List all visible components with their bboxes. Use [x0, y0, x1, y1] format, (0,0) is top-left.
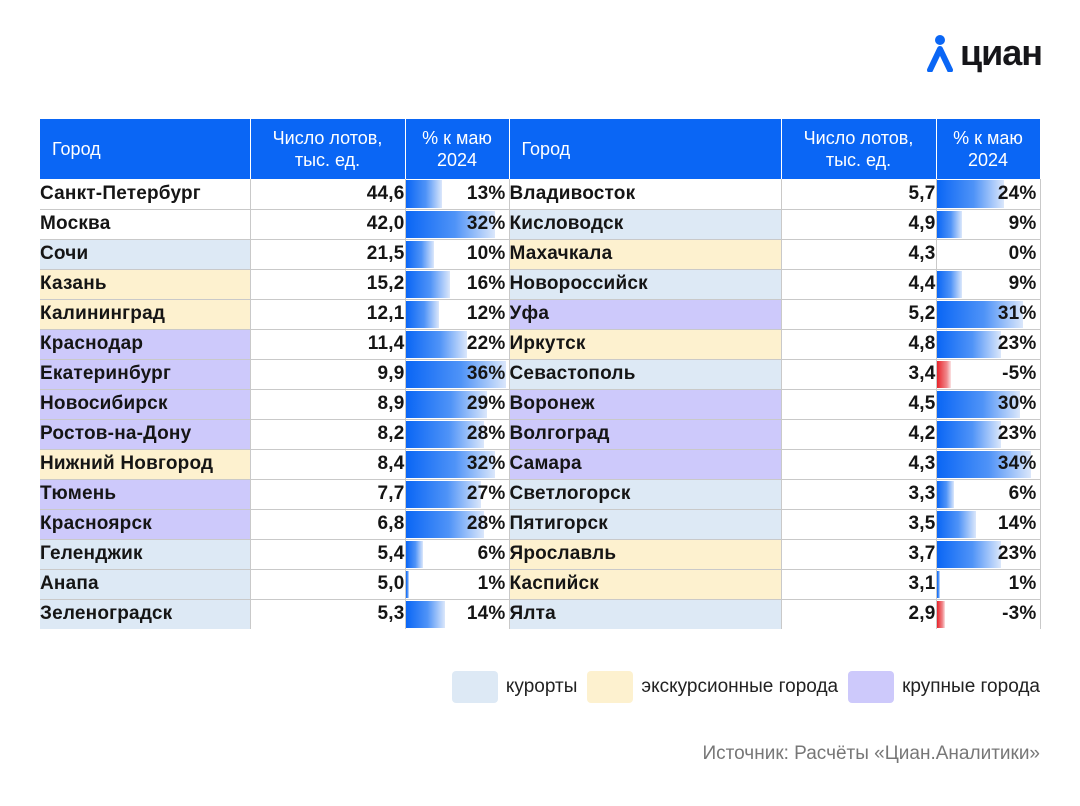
city-cell-right: Самара: [509, 449, 781, 479]
city-cell-right: Владивосток: [509, 179, 781, 209]
table-row: [40, 359, 1040, 389]
table-row: [40, 209, 1040, 239]
pct-label-right: 1%: [1008, 573, 1037, 594]
lots-cell-left: 5,4: [250, 539, 405, 569]
city-cell-left: Геленджик: [40, 539, 250, 569]
city-cell-right: Кисловодск: [509, 209, 781, 239]
city-cell-right: Светлогорск: [509, 479, 781, 509]
lots-cell-right: 4,8: [781, 329, 936, 359]
city-cell-right: Иркутск: [509, 329, 781, 359]
pct-label-right: 23%: [997, 543, 1037, 564]
pct-cell-left: [405, 569, 509, 599]
pct-cell-right: [936, 449, 1040, 479]
lots-cell-left: 5,3: [250, 599, 405, 629]
pct-label-left: 10%: [466, 243, 506, 264]
table-row: [40, 539, 1040, 569]
pct-cell-right: [936, 179, 1040, 209]
city-cell-right: Волгоград: [509, 419, 781, 449]
city-cell-left: Тюмень: [40, 479, 250, 509]
pct-label-right: 31%: [997, 303, 1037, 324]
pct-cell-left: [405, 479, 509, 509]
pct-label-left: 27%: [466, 483, 506, 504]
lots-cell-left: 44,6: [250, 179, 405, 209]
city-cell-left: Ростов-на-Дону: [40, 419, 250, 449]
pct-label-right: -3%: [1002, 603, 1037, 625]
table-body: [40, 179, 1040, 629]
lots-cell-right: 5,2: [781, 299, 936, 329]
legend-swatch-excursion: [587, 671, 633, 703]
lots-cell-right: 4,5: [781, 389, 936, 419]
pct-label-left: 14%: [466, 603, 506, 625]
lots-cell-left: 5,0: [250, 569, 405, 599]
legend: [442, 670, 1040, 704]
pct-cell-left: [405, 269, 509, 299]
city-cell-right: Махачкала: [509, 239, 781, 269]
pct-cell-right: [936, 269, 1040, 299]
source-note: Источник: Расчёты «Циан.Аналитики»: [702, 743, 1040, 764]
pct-cell-left: [405, 389, 509, 419]
lots-cell-left: 42,0: [250, 209, 405, 239]
city-cell-right: Воронеж: [509, 389, 781, 419]
city-cell-left: Санкт-Петербург: [40, 179, 250, 209]
logo-text: циан: [960, 32, 1043, 73]
lots-cell-left: 6,8: [250, 509, 405, 539]
city-cell-left: Красноярск: [40, 509, 250, 539]
pct-cell-left: [405, 209, 509, 239]
table-row: [40, 569, 1040, 599]
city-cell-left: Новосибирск: [40, 389, 250, 419]
pct-cell-right: [936, 299, 1040, 329]
city-cell-left: Казань: [40, 269, 250, 299]
legend-item-resort: [452, 671, 577, 703]
pct-cell-right: [936, 599, 1040, 629]
pct-label-right: 23%: [997, 423, 1037, 444]
legend-swatch-resort: [452, 671, 498, 703]
header-city-right: Город: [509, 119, 781, 179]
cian-logo: [924, 30, 1044, 76]
header-pct-left: % к маю 2024: [405, 119, 509, 179]
city-cell-right: Севастополь: [509, 359, 781, 389]
lots-cell-left: 15,2: [250, 269, 405, 299]
table-row: [40, 599, 1040, 629]
pct-label-left: 28%: [466, 513, 506, 534]
pct-cell-right: [936, 329, 1040, 359]
pct-cell-right: [936, 479, 1040, 509]
pct-cell-right: [936, 359, 1040, 389]
pct-label-right: 34%: [997, 453, 1037, 474]
city-cell-left: Краснодар: [40, 329, 250, 359]
pct-cell-left: [405, 509, 509, 539]
lots-cell-right: 4,9: [781, 209, 936, 239]
lots-cell-right: 4,2: [781, 419, 936, 449]
table-row: [40, 269, 1040, 299]
city-cell-right: Новороссийск: [509, 269, 781, 299]
city-cell-left: Зеленоградск: [40, 599, 250, 629]
pct-label-left: 12%: [466, 303, 506, 324]
lots-cell-right: 2,9: [781, 599, 936, 629]
table-header-row: [40, 119, 1040, 179]
lots-cell-left: 21,5: [250, 239, 405, 269]
pct-label-left: 28%: [466, 423, 506, 444]
pct-cell-right: [936, 389, 1040, 419]
city-cell-left: Москва: [40, 209, 250, 239]
legend-label-major: крупные города: [902, 676, 1040, 697]
city-cell-left: Сочи: [40, 239, 250, 269]
city-cell-right: Пятигорск: [509, 509, 781, 539]
table-row: [40, 419, 1040, 449]
legend-item-major: [848, 671, 1040, 703]
legend-swatch-major: [848, 671, 894, 703]
table-row: [40, 509, 1040, 539]
pct-label-left: 16%: [466, 273, 506, 294]
legend-item-excursion: [587, 671, 838, 703]
city-cell-left: Анапа: [40, 569, 250, 599]
pct-cell-right: [936, 419, 1040, 449]
lots-cell-left: 8,4: [250, 449, 405, 479]
pct-cell-left: [405, 179, 509, 209]
pct-cell-right: [936, 509, 1040, 539]
pct-cell-left: [405, 449, 509, 479]
lots-cell-right: 4,3: [781, 239, 936, 269]
city-cell-right: Уфа: [509, 299, 781, 329]
table-row: [40, 299, 1040, 329]
table-row: [40, 239, 1040, 269]
pct-label-right: 23%: [997, 333, 1037, 354]
lots-cell-left: 12,1: [250, 299, 405, 329]
pct-cell-left: [405, 599, 509, 629]
lots-table: [40, 119, 1041, 629]
table-row: [40, 329, 1040, 359]
pct-label-right: 30%: [997, 393, 1037, 414]
table-row: [40, 179, 1040, 209]
lots-cell-right: 3,7: [781, 539, 936, 569]
pct-label-left: 32%: [466, 453, 506, 474]
lots-cell-right: 4,3: [781, 449, 936, 479]
cian-person-icon: [924, 34, 954, 72]
lots-cell-left: 9,9: [250, 359, 405, 389]
lots-cell-left: 11,4: [250, 329, 405, 359]
pct-cell-right: [936, 209, 1040, 239]
pct-cell-left: [405, 539, 509, 569]
header-pct-right: % к маю 2024: [936, 119, 1040, 179]
city-cell-left: Екатеринбург: [40, 359, 250, 389]
pct-cell-left: [405, 299, 509, 329]
lots-cell-right: 3,3: [781, 479, 936, 509]
pct-cell-left: [405, 359, 509, 389]
pct-label-left: 22%: [466, 333, 506, 354]
header-city-left: Город: [40, 119, 250, 179]
table-row: [40, 449, 1040, 479]
header-lots-right: Число лотов, тыс. ед.: [781, 119, 936, 179]
lots-cell-right: 3,1: [781, 569, 936, 599]
lots-cell-left: 8,9: [250, 389, 405, 419]
pct-label-left: 32%: [466, 213, 506, 234]
pct-cell-right: [936, 239, 1040, 269]
lots-cell-right: 3,5: [781, 509, 936, 539]
pct-label-left: 6%: [477, 543, 506, 564]
pct-cell-left: [405, 329, 509, 359]
city-cell-left: Калининград: [40, 299, 250, 329]
city-cell-left: Нижний Новгород: [40, 449, 250, 479]
legend-label-resort: курорты: [505, 676, 578, 697]
pct-label-right: 9%: [1008, 213, 1037, 234]
lots-cell-left: 8,2: [250, 419, 405, 449]
pct-label-left: 29%: [466, 393, 506, 414]
pct-label-right: 6%: [1008, 483, 1037, 504]
pct-label-left: 36%: [466, 363, 506, 384]
pct-label-right: 0%: [1008, 243, 1037, 264]
pct-label-left: 13%: [466, 182, 506, 204]
pct-cell-right: [936, 539, 1040, 569]
pct-label-right: -5%: [1002, 363, 1037, 384]
legend-label-excursion: экскурсионные города: [641, 676, 839, 697]
city-cell-right: Ялта: [509, 599, 781, 629]
lots-cell-right: 4,4: [781, 269, 936, 299]
lots-cell-right: 5,7: [781, 179, 936, 209]
pct-cell-left: [405, 239, 509, 269]
header-lots-left: Число лотов, тыс. ед.: [250, 119, 405, 179]
table-row: [40, 389, 1040, 419]
table-row: [40, 479, 1040, 509]
pct-cell-right: [936, 569, 1040, 599]
city-cell-right: Каспийск: [509, 569, 781, 599]
lots-cell-left: 7,7: [250, 479, 405, 509]
pct-label-right: 24%: [997, 182, 1037, 204]
pct-label-right: 9%: [1008, 273, 1037, 294]
pct-label-right: 14%: [997, 513, 1037, 534]
lots-cell-right: 3,4: [781, 359, 936, 389]
pct-cell-left: [405, 419, 509, 449]
pct-label-left: 1%: [477, 573, 506, 594]
city-cell-right: Ярославль: [509, 539, 781, 569]
